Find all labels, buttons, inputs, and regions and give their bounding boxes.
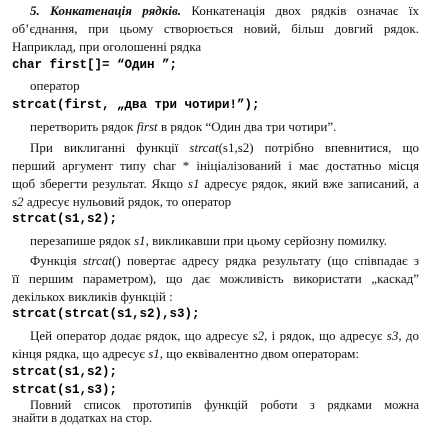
- paragraph-3-line-4: [12, 193, 419, 210]
- paragraph-2-variable: first: [136, 119, 158, 134]
- code-line-strcat-s1-s2: strcat(s1,s2);: [12, 212, 118, 226]
- paragraph-6-line-2-text-b: , що еквівалентно двом операторам:: [159, 346, 360, 361]
- code-line-strcat-first: strcat(first, „два три чотири!”);: [12, 98, 260, 112]
- paragraph-2-text-a: перетворить рядок: [30, 119, 137, 134]
- paragraph-3-line-3-text-b: адресує рядок, який вже записаний, а: [199, 176, 420, 191]
- paragraph-5-function: strcat: [82, 253, 113, 268]
- paragraph-3-line-4-text: адресує нульовий рядок, то оператор: [23, 194, 232, 209]
- paragraph-3-line-1: [12, 139, 419, 156]
- paragraph-5-text-b: () повертає адресу рядка результату (що співпадає з: [112, 253, 420, 268]
- paragraph-6-line-1: [12, 327, 419, 344]
- paragraph-6-line-2: [12, 345, 419, 362]
- paragraph-1-line-2: об’єднання, при цьому створюється новий, більш довгий рядок.: [12, 21, 419, 36]
- paragraph-3-line-3-text-a: щоб зберегти результат. Якщо: [12, 176, 188, 191]
- paragraph-2-text-b: в рядок “Один два три чотири”.: [157, 119, 337, 134]
- code-line-declaration: char first[]= “Один ”;: [12, 58, 178, 72]
- paragraph-5-text-a: Функція: [30, 253, 83, 268]
- paragraph-3-var-s2: s2: [12, 194, 24, 209]
- paragraph-5-line-1: [12, 252, 419, 269]
- paragraph-3-function: strcat: [189, 140, 219, 155]
- section-heading-line: [12, 2, 419, 19]
- paragraph-3-var-s1: s1: [187, 176, 200, 191]
- paragraph-3-line-2: перший аргумент типу char * ініціалізований і має достатньо місця: [12, 158, 419, 173]
- paragraph-5-line-3: декількох викликів функцій :: [12, 289, 173, 304]
- paragraph-6-text-c: , до: [398, 328, 419, 343]
- paragraph-1-line-3: Наприклад, при оголошенні рядка: [12, 39, 202, 54]
- paragraph-1-line-1: Конкатенація двох рядків означає їх: [191, 3, 419, 18]
- code-line-strcat-s1-s2-second: strcat(s1,s2);: [12, 365, 118, 379]
- paragraph-6-line-2-text-a: кінця рядка, що адресує: [12, 346, 149, 361]
- label-operator: оператор: [30, 78, 80, 93]
- paragraph-3-line-3: [12, 175, 419, 192]
- paragraph-4-text-b: , викликавши при цьому серйозну помилку.: [145, 233, 387, 248]
- paragraph-3-text-a: При виклиганні функції: [30, 140, 190, 155]
- paragraph-7-line-2: знайти в додатках на стор.: [12, 411, 153, 425]
- code-line-strcat-s1-s3: strcat(s1,s3);: [12, 383, 118, 397]
- paragraph-6-var-s1: s1: [148, 346, 160, 361]
- paragraph-4: [12, 232, 419, 249]
- paragraph-5-line-2: її першим параметром), що дає можливість використати „каскад”: [12, 271, 419, 286]
- paragraph-2: [12, 118, 419, 135]
- paragraph-4-var-s1: s1: [134, 233, 146, 248]
- paragraph-6-text-a: Цей оператор додає рядок, що адресує: [30, 328, 253, 343]
- section-number: 5.: [30, 3, 40, 18]
- paragraph-6-text-b: , і рядок, що адресує: [264, 328, 387, 343]
- paragraph-4-text-a: перезапише рядок: [30, 233, 134, 248]
- paragraph-3-text-b: (s1,s2) потрібно впевнитися, що: [218, 140, 419, 155]
- section-title: Конкатенація рядків.: [50, 3, 182, 18]
- paragraph-6-var-s2: s2: [252, 328, 265, 343]
- paragraph-6-var-s3: s3: [386, 328, 399, 343]
- paragraph-7-line-1: Повний список прототипів функцій роботи з рядками можна: [30, 398, 419, 412]
- code-line-cascade: strcat(strcat(s1,s2),s3);: [12, 307, 200, 321]
